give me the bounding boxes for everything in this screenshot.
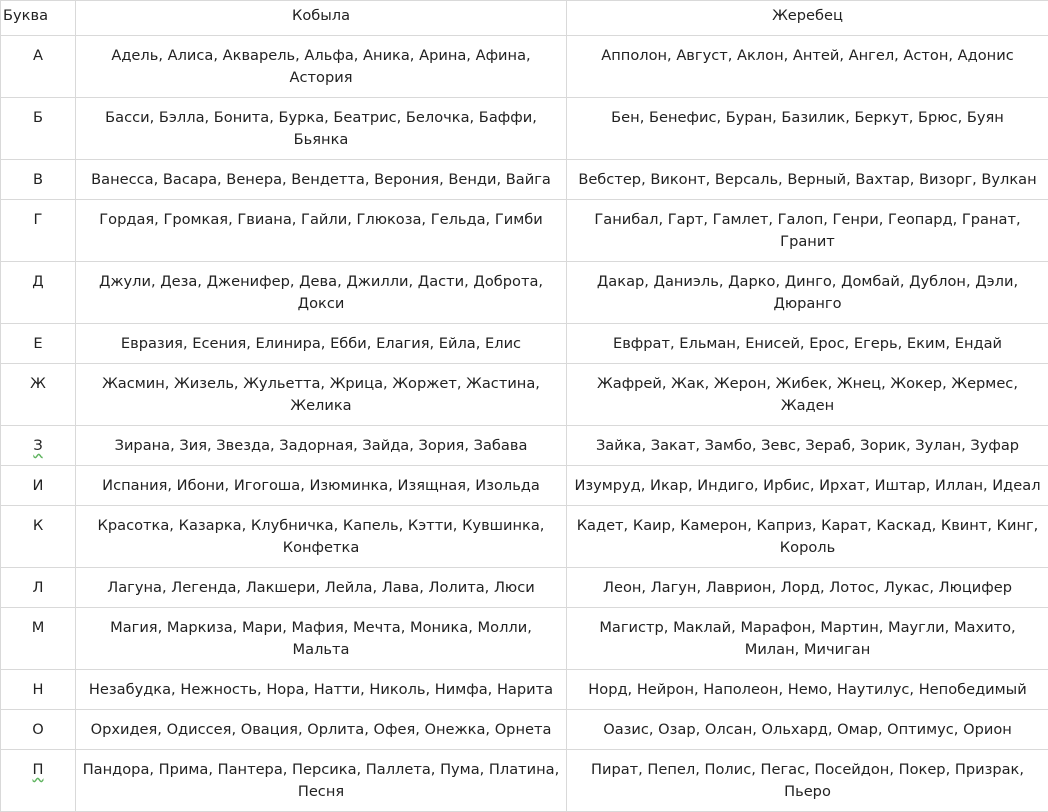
mare-names-cell: Незабудка, Нежность, Нора, Натти, Николь, Нимфа, Нарита [76,670,567,710]
letter-cell: Е [1,324,76,364]
stallion-names-cell: Изумруд, Икар, Индиго, Ирбис, Ирхат, Иштар, Иллан, Идеал [567,466,1048,506]
table-row [1,426,1048,466]
stallion-names-cell: Вебстер, Виконт, Версаль, Верный, Вахтар, Визорг, Вулкан [567,160,1048,200]
stallion-names-cell: Апполон, Август, Аклон, Антей, Ангел, Астон, Адонис [567,36,1048,98]
stallion-names-cell: Кадет, Каир, Камерон, Каприз, Карат, Каскад, Квинт, Кинг, Король [567,506,1048,568]
stallion-names-cell: Евфрат, Ельман, Енисей, Ерос, Егерь, Еким, Ендай [567,324,1048,364]
mare-names-cell: Гордая, Громкая, Гвиана, Гайли, Глюкоза, Гельда, Гимби [76,200,567,262]
table-row [1,670,1048,710]
table-row [1,710,1048,750]
stallion-names-cell: Жафрей, Жак, Жерон, Жибек, Жнец, Жокер, Жермес, Жаден [567,364,1048,426]
stallion-names-cell: Бен, Бенефис, Буран, Базилик, Беркут, Брюс, Буян [567,98,1048,160]
stallion-names-cell: Пират, Пепел, Полис, Пегас, Посейдон, Покер, Призрак, Пьеро [567,750,1048,812]
mare-names-cell: Испания, Ибони, Игогоша, Изюминка, Изящная, Изольда [76,466,567,506]
table-row [1,324,1048,364]
mare-names-cell: Пандора, Прима, Пантера, Персика, Паллета, Пума, Платина, Песня [76,750,567,812]
mare-names-cell: Басси, Бэлла, Бонита, Бурка, Беатрис, Белочка, Баффи, Бьянка [76,98,567,160]
stallion-names-cell: Зайка, Закат, Замбо, Зевс, Зераб, Зорик, Зулан, Зуфар [567,426,1048,466]
letter-cell: Ж [1,364,76,426]
column-header-stallion: Жеребец [567,1,1048,36]
column-header-mare: Кобыла [76,1,567,36]
letter-cell [1,426,76,466]
spellcheck-underlined-letter: П [33,761,44,778]
letter-cell: Д [1,262,76,324]
mare-names-cell: Адель, Алиса, Акварель, Альфа, Аника, Арина, Афина, Астория [76,36,567,98]
letter-cell: К [1,506,76,568]
stallion-names-cell: Ганибал, Гарт, Гамлет, Галоп, Генри, Геопард, Гранат, Гранит [567,200,1048,262]
mare-names-cell: Джули, Деза, Дженифер, Дева, Джилли, Дасти, Доброта, Докси [76,262,567,324]
mare-names-cell: Зирана, Зия, Звезда, Задорная, Зайда, Зория, Забава [76,426,567,466]
table-row [1,466,1048,506]
column-header-letter: Буква [1,1,76,36]
table-row [1,364,1048,426]
letter-cell: М [1,608,76,670]
table-row [1,750,1048,812]
letter-cell: В [1,160,76,200]
spellcheck-underlined-letter: З [33,437,42,454]
table-row [1,36,1048,98]
header-row [1,1,1048,36]
letter-cell: О [1,710,76,750]
stallion-names-cell: Дакар, Даниэль, Дарко, Динго, Домбай, Дублон, Дэли, Дюранго [567,262,1048,324]
stallion-names-cell: Норд, Нейрон, Наполеон, Немо, Наутилус, Непобедимый [567,670,1048,710]
mare-names-cell: Красотка, Казарка, Клубничка, Капель, Кэтти, Кувшинка, Конфетка [76,506,567,568]
table-row [1,160,1048,200]
mare-names-cell: Жасмин, Жизель, Жульетта, Жрица, Жоржет, Жастина, Желика [76,364,567,426]
table-row [1,608,1048,670]
stallion-names-cell: Леон, Лагун, Лаврион, Лорд, Лотос, Лукас, Люцифер [567,568,1048,608]
letter-cell [1,750,76,812]
table-row [1,568,1048,608]
stallion-names-cell: Магистр, Маклай, Марафон, Мартин, Маугли, Махито, Милан, Мичиган [567,608,1048,670]
mare-names-cell: Магия, Маркиза, Мари, Мафия, Мечта, Моника, Молли, Мальта [76,608,567,670]
letter-cell: И [1,466,76,506]
table-row [1,506,1048,568]
letter-cell: Н [1,670,76,710]
mare-names-cell: Евразия, Есения, Елинира, Ебби, Елагия, Ейла, Елис [76,324,567,364]
table-row [1,262,1048,324]
mare-names-cell: Лагуна, Легенда, Лакшери, Лейла, Лава, Лолита, Люси [76,568,567,608]
table-row [1,200,1048,262]
letter-cell: А [1,36,76,98]
mare-names-cell: Ванесса, Васара, Венера, Вендетта, Верония, Венди, Вайга [76,160,567,200]
letter-cell: Л [1,568,76,608]
letter-cell: Г [1,200,76,262]
stallion-names-cell: Оазис, Озар, Олсан, Ольхард, Омар, Оптимус, Орион [567,710,1048,750]
letter-cell: Б [1,98,76,160]
mare-names-cell: Орхидея, Одиссея, Овация, Орлита, Офея, Онежка, Орнета [76,710,567,750]
table-row [1,98,1048,160]
